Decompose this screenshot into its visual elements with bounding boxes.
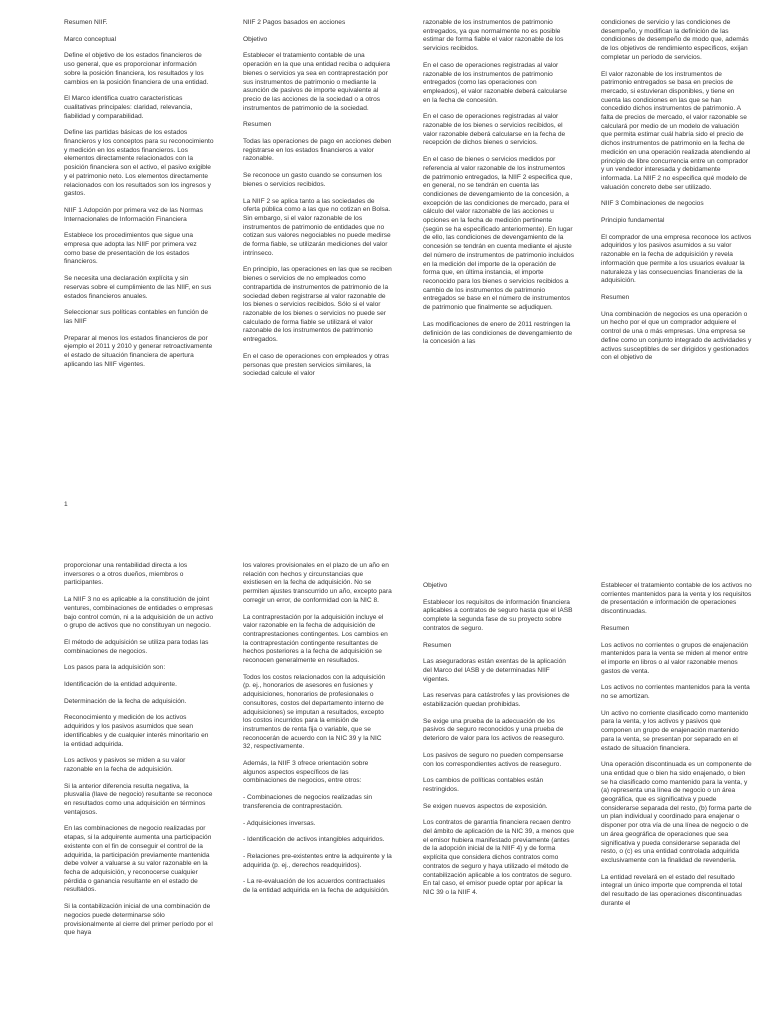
paragraph: Establecer el tratamiento contable de una operación en la que una entidad reciba o adquiera bienes o servicios ya sea en contraprestación por sus instrumentos de patrimonio o mediante la asunción de pasivos de importe equivalente al precio de las acciones de la sociedad o a otros instrumentos de patrimonio de la sociedad.	[243, 52, 391, 112]
paragraph: La NIIF 2 se aplica tanto a las sociedades de oferta pública como a las que no cotizan en Bolsa. Sin embargo, si el valor razonable de los instrumentos de patrimonio de entidades que no cotizan sus valores negociables no puede medirse de forma fiable, se utilizarán mediciones del valor intrínseco.	[243, 197, 391, 257]
list-item: - Relaciones pre-existentes entre la adquirente y la adquirida (p. ej., derechos readquiridos).	[243, 852, 392, 869]
paragraph: Establece los procedimientos que sigue una empresa que adopta las NIIF por primera vez como base de presentación de los estados financieros.	[64, 232, 197, 266]
list-item: - Identificación de activos intangibles adquiridos.	[243, 836, 385, 844]
paragraph: El método de adquisición se utiliza para todas las combinaciones de negocios.	[64, 638, 209, 655]
paragraph: En el caso de operaciones con empleados y otras personas que presten servicios similares, la sociedad calcule el valor	[243, 352, 389, 378]
paragraph: Se exigen nuevos aspectos de exposición.	[423, 802, 548, 810]
page-2	[0, 512, 768, 1024]
page-number: 1	[64, 501, 68, 508]
subheading-resumen: Resumen	[243, 121, 272, 129]
paragraph: En el caso de operaciones registradas al valor razonable de los instrumentos de patrimonio entregados (como las operaciones con empleados), el valor razonable deberá calcularse en la fecha de concesión.	[423, 61, 568, 104]
paragraph: Establecer los requisitos de información financiera aplicables a contratos de seguro hasta que el IASB complete la segunda fase de su proyecto sobre contratos de seguro.	[423, 598, 573, 632]
page-1-column-2	[243, 19, 392, 499]
paragraph: proporcionar una rentabilidad directa a los inversores o a otros dueños, miembros o participantes.	[64, 562, 188, 587]
paragraph: Si la contabilización inicial de una combinación de negocios puede determinarse sólo provisionalmente al cierre del primer período por el que haya	[64, 903, 213, 937]
paragraph: Los activos y pasivos se miden a su valor razonable en la fecha de adquisición.	[64, 757, 186, 773]
paragraph: La entidad revelará en el estado del resultado integral un único importe que comprenda el total del resultado de las operaciones discontinuadas durante el	[601, 873, 743, 907]
paragraph: La contraprestación por la adquisición incluye el valor razonable en la fecha de adquisición de contraprestaciones contingentes. Los cambios en la contraprestación contingente resultantes de hechos posteriores a la fecha de adquisición se reconocen generalmente en resultados.	[243, 613, 388, 665]
paragraph: Los pasos para la adquisición son:	[64, 664, 166, 672]
section-heading-marco-conceptual: Marco conceptual	[64, 35, 117, 43]
paragraph: Los pasivos de seguro no pueden compensarse con los correspondientes activos de reaseguro.	[423, 751, 564, 768]
subheading-principio-fundamental: Principio fundamental	[601, 217, 665, 225]
paragraph: Seleccionar sus políticas contables en función de las NIIF	[64, 309, 209, 325]
paragraph: Una combinación de negocios es una operación o un hecho por el que un comprador adquiere el control de una o más empresas. Una empresa se define como un conjunto integrado de actividades y activos susceptibles de ser dirigidos y gestionados con el objetivo de	[601, 310, 752, 362]
paragraph: Las aseguradoras están exentas de la aplicación del Marco del IASB y de determinadas NIIF vigentes.	[423, 658, 566, 683]
section-heading-niif-1: NIIF 1 Adopción por primera vez de las Normas Internacionales de Información Financiera	[64, 206, 203, 223]
page-1-column-3	[423, 19, 574, 499]
paragraph: Define el objetivo de los estados financieros de uso general, que es proporcionar información sobre la posición financiera, los resultados y los cambios en la posición financiera de una entidad.	[64, 52, 209, 86]
paragraph: Los activos no corrientes mantenidos para la venta no se amortizan.	[601, 684, 750, 701]
paragraph: Un activo no corriente clasificado como mantenido para la venta, y los activos y pasivos que componen un grupo de enajenación mantenido para la venta, se presentan por separado en el estado de situación financiera.	[601, 709, 749, 752]
paragraph: En las combinaciones de negocio realizadas por etapas, si la adquirente aumenta una participación existente con el fin de conseguir el control de la adquirida, la participación previamente mantenida debe volver a valuarse a su valor razonable en la fecha de adquisición, y reconocerse cualquier pérdida o ganancia resultante en el estado de resultados.	[64, 825, 212, 894]
paragraph: Se necesita una declaración explícita y sin reservas sobre el cumplimiento de las NIIF, en sus estados financieros anuales.	[64, 275, 212, 300]
page-1-column-4	[601, 19, 752, 499]
page-2-column-4	[601, 582, 752, 1024]
subheading-objetivo: Objetivo	[243, 35, 268, 43]
paragraph: La NIIF 3 no es aplicable a la constitución de joint ventures, combinaciones de entidades o empresas bajo control común, ni a la adquisición de un activo o grupo de activos que no constituyan un negocio.	[64, 596, 214, 630]
document-title: Resumen NIIF.	[64, 19, 108, 26]
paragraph: Una operación discontinuada es un componente de una entidad que o bien ha sido enajenado, o bien se ha clasificado como mantenido para la venta, y (a) representa una línea de negocio o un área geográfica, que es significativa y puede considerarse separada del resto, (b) forma parte de un plan individual y coordinado para enajenar o disponer por otra vía de una línea de negocio o de un área geográfica de operaciones que sea significativa y pueda considerarse separada del resto, o (c) es una entidad controlada adquirida exclusivamente con la finalidad de revendería.	[601, 761, 752, 864]
paragraph: razonable de los instrumentos de patrimonio entregados, ya que normalmente no es posible estimar de forma fiable el valor razonable de los servicios recibidos.	[423, 19, 564, 53]
section-heading-niif-3: NIIF 3 Combinaciones de negocios	[601, 200, 704, 208]
paragraph: Define las partidas básicas de los estados financieros y los conceptos para su reconocimiento y medición en los estados financieros. Los elementos directamente relacionados con la posición financiera son el activo, el pasivo exigible y el patrimonio neto. Los elementos directamente relacionados con los resultados son los ingresos y gastos.	[64, 129, 214, 198]
paragraph: El comprador de una empresa reconoce los activos adquiridos y los pasivos asumidos a su valor razonable en la fecha de adquisición y revela información que permite a los usuarios evaluar la naturaleza y las consecuencias financieras de la adquisición.	[601, 233, 752, 285]
paragraph: Los cambios de políticas contables están restringidos.	[423, 777, 544, 793]
paragraph: El Marco identifica cuatro características cualitativas principales: claridad, relevancia, fiabilidad y comparabilidad.	[64, 95, 193, 120]
list-item: - La re-evaluación de los acuerdos contractuales de la entidad adquirida en la fecha de adquisición.	[243, 878, 390, 895]
list-item: - Adquisiciones inversas.	[243, 819, 316, 827]
list-item: - Combinaciones de negocios realizadas sin transferencia de contraprestación.	[243, 794, 373, 810]
paragraph: Todas las operaciones de pago en acciones deben registrarse en los estados financieros a valor razonable.	[243, 138, 392, 163]
subheading-resumen: Resumen	[601, 624, 630, 632]
page-2-column-3	[423, 582, 574, 1024]
section-heading-niif-2: NIIF 2 Pagos basados en acciones	[243, 19, 346, 26]
list-item: Determinación de la fecha de adquisición.	[64, 697, 187, 705]
paragraph: Se reconoce un gasto cuando se consumen los bienes o servicios recibidos.	[243, 172, 382, 188]
paragraph: Todos los costos relacionados con la adquisición (p. ej., honorarios de asesores en fusiones y adquisiciones, honorarios de profesionales o consultores, costos del departamento interno de adquisiciones) se imputan a resultados, excepto los costos incurridos para la emisión de instrumentos de renta fija o variable, que se reconocerán de acuerdo con la NIC 39 y la NIC 32, respectivamente.	[243, 673, 386, 751]
page-1-column-1	[64, 19, 214, 459]
paragraph: Los activos no corrientes o grupos de enajenación mantenidos para la venta se miden al menor entre el importe en libros o al valor razonable menos gastos de venta.	[601, 641, 748, 675]
subheading-resumen: Resumen	[601, 293, 630, 301]
subheading-resumen: Resumen	[423, 641, 452, 649]
page-2-column-1	[64, 562, 214, 1024]
paragraph: Establecer el tratamiento contable de los activos no corrientes mantenidos para la venta y los requisitos de presentación e información de operaciones discontinuadas.	[601, 582, 752, 616]
paragraph: Los contratos de garantía financiera recaen dentro del ámbito de aplicación de la NIC 39, a menos que el emisor hubiera manifestado previamente (antes de la adopción inicial de la NIIF 4) y de forma explícita que considera dichos contratos como contratos de seguro y haya utilizado el método de contabilización aplicable a los contratos de seguro. En tal caso, el emisor puede optar por aplicar la NIC 39 o la NIIF 4.	[423, 819, 574, 896]
list-item: Reconocimiento y medición de los activos adquiridos y los pasivos asumidos que sean identificables y de cualquier interés minoritario en la entidad adquirida.	[64, 714, 209, 748]
paragraph: En el caso de operaciones registradas al valor razonable de los bienes o servicios recibidos, el valor razonable deberá calcularse en la fecha de recepción de dichos bienes o servicios.	[423, 113, 566, 147]
paragraph: Las reservas para catástrofes y las provisiones de estabilización quedan prohibidas.	[423, 692, 570, 709]
paragraph: condiciones de servicio y las condiciones de desempeño, y modifican la definición de las condiciones de desempeño de modo que, además de los objetivos de rendimiento específicos, exijan completar un período de servicios.	[601, 19, 749, 61]
paragraph: Preparar al menos los estados financieros de por ejemplo el 2011 y 2010 y generar retroactivamente el estado de situación financiera de apertura aplicando las NIIF vigentes.	[64, 334, 213, 368]
paragraph: los valores provisionales en el plazo de un año en relación con hechos y circunstancias que existiesen en la fecha de adquisición. No se permiten ajustes transcurrido un año, excepto para corregir un error, de conformidad con la NIC 8.	[243, 562, 392, 604]
subheading-objetivo: Objetivo	[423, 582, 448, 589]
paragraph: El valor razonable de los instrumentos de patrimonio entregados se basa en precios de mercado, si estuvieran disponibles, y tiene en cuenta las condiciones en las que se han concedido dichos instrumentos de patrimonio. A falta de precios de mercado, el valor razonable se calculará por medio de un modelo de valuación que permita estimar cuál habría sido el precio de dichos instrumentos de patrimonio en la fecha de medición en una operación realizada atendiendo al principio de libre concurrencia entre un comprador y un vendedor interesada y debidamente informada. La NIIF 2 no especifica qué modelo de valuación concreto debe ser utilizado.	[601, 70, 751, 191]
paragraph: Se exige una prueba de la adecuación de los pasivos de seguro reconocidos y una prueba de deterioro de valor para los activos de reaseguro.	[423, 717, 565, 743]
paragraph: Además, la NIIF 3 ofrece orientación sobre algunos aspectos específicos de las combinaciones de negocios, entre otros:	[243, 760, 369, 785]
paragraph: Las modificaciones de enero de 2011 restringen la definición de las condiciones de devengamiento de la concesión a las	[423, 320, 573, 346]
page-2-column-2	[243, 562, 392, 1024]
paragraph: En el caso de bienes o servicios medidos por referencia al valor razonable de los instrumentos de patrimonio entregados, la NIIF 2 especifica que, en general, no se tendrán en cuenta las condiciones de devengamiento de la concesión, a excepción de las condiciones de mercado, para el cálculo del valor razonable de las acciones u opciones en la fecha de medición pertinente (según se ha especificado anteriormente). En lugar de ello, las condiciones de devengamiento de la concesión se tendrán en cuenta mediante el ajuste del número de instrumentos de patrimonio incluidos en la medición del importe de la operación de forma que, en última instancia, el importe reconocido para los bienes o servicios recibidos a cambio de los instrumentos de patrimonio entregados se base en el número de instrumentos de patrimonio que finalmente se adjudiquen.	[423, 156, 574, 312]
paragraph: En principio, las operaciones en las que se reciben bienes o servicios de no empleados como contrapartida de instrumentos de patrimonio de la sociedad deben registrarse al valor razonable de los bienes o servicios recibidos. Sólo si el valor razonable de los bienes o servicios no puede ser calculado de forma fiable se utilizará el valor razonable de los instrumentos de patrimonio entregados.	[243, 266, 392, 344]
list-item: Identificación de la entidad adquirente.	[64, 681, 177, 689]
paragraph: Si la anterior diferencia resulta negativa, la plusvalía (llave de negocio) resultante se reconoce en resultados como una adquisición en términos ventajosos.	[64, 782, 213, 816]
